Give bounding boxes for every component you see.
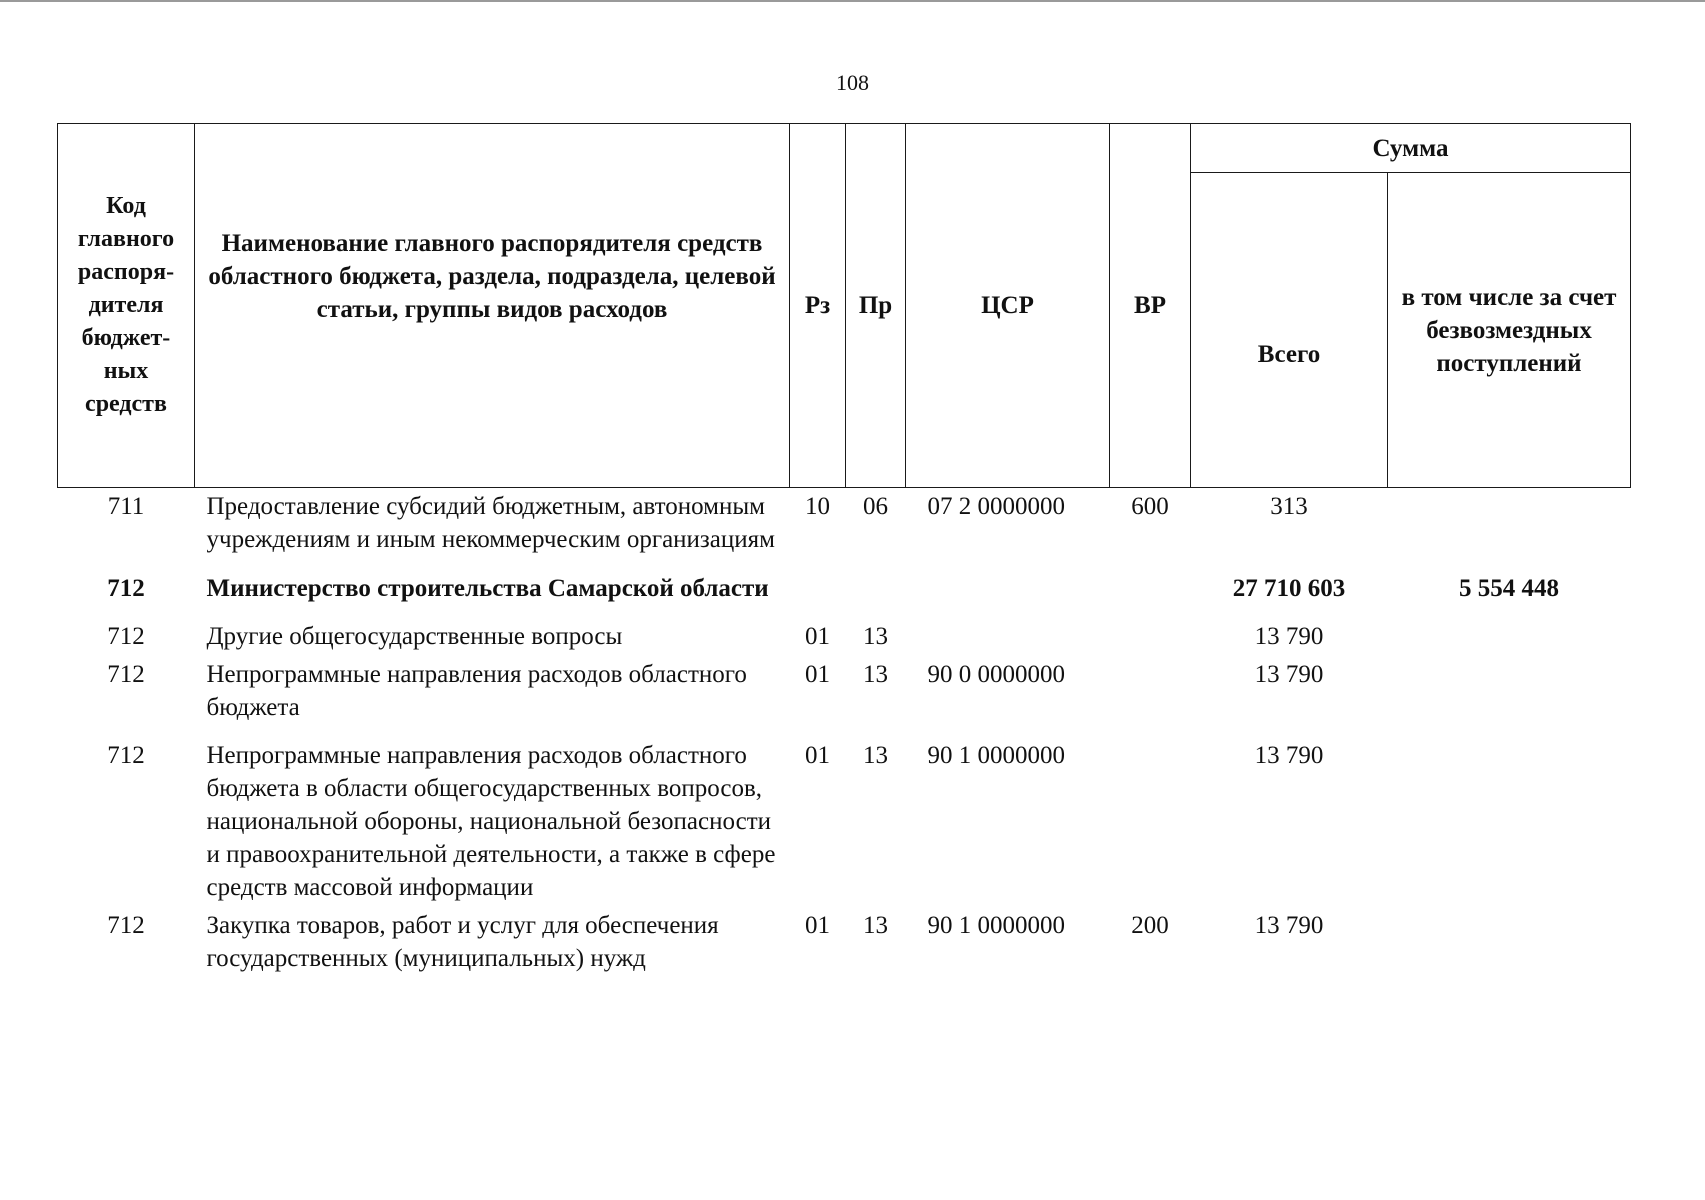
cell-code: 712 (107, 623, 145, 650)
cell-total: 13 790 (1254, 742, 1324, 769)
header-sum: Сумма (1191, 124, 1631, 173)
cell-rz: 01 (805, 623, 830, 650)
cell-total: 13 790 (1254, 623, 1324, 650)
table-row (58, 488, 1631, 571)
cell-code: 712 (107, 661, 145, 688)
cell-pr: 06 (863, 493, 888, 520)
cell-total: 313 (1270, 493, 1308, 520)
cell-csr: 90 1 0000000 (927, 742, 1065, 769)
cell-free (1388, 729, 1631, 909)
table-body (58, 488, 1631, 981)
header-code: Код главного распоря-дителя бюджет-ных средств (58, 124, 195, 488)
table-row (58, 610, 1631, 658)
cell-pr: 13 (863, 742, 888, 769)
budget-table (57, 123, 1631, 980)
cell-csr (906, 610, 1110, 658)
header-free: в том числе за счет безвозмездных поступлений (1388, 173, 1631, 488)
header-csr: ЦСР (906, 124, 1110, 488)
cell-pr: 13 (863, 912, 888, 939)
cell-free: 5 554 448 (1459, 575, 1559, 602)
top-border-line (0, 0, 1705, 2)
cell-free (1388, 610, 1631, 658)
cell-pr: 13 (863, 623, 888, 650)
table-row (58, 658, 1631, 729)
cell-rz: 01 (805, 742, 830, 769)
cell-vr (1110, 729, 1191, 909)
cell-code: 712 (107, 912, 145, 939)
cell-name: Предоставление субсидий бюджетным, автономным учреждениям и иным некоммерческим организациям (206, 493, 775, 553)
cell-free (1388, 658, 1631, 729)
cell-free (1388, 488, 1631, 571)
table-row (58, 909, 1631, 980)
cell-pr: 13 (863, 661, 888, 688)
cell-rz: 10 (805, 493, 830, 520)
table-row (58, 729, 1631, 909)
cell-vr: 600 (1131, 493, 1169, 520)
cell-total: 13 790 (1254, 661, 1324, 688)
cell-code: 712 (107, 742, 145, 769)
cell-name: Непрограммные направления расходов областного бюджета (206, 661, 747, 721)
cell-csr: 90 1 0000000 (927, 912, 1065, 939)
header-rz: Рз (790, 124, 846, 488)
table-header (58, 124, 1631, 488)
cell-free (1388, 909, 1631, 980)
cell-name: Другие общегосударственные вопросы (206, 623, 623, 650)
cell-name: Закупка товаров, работ и услуг для обеспечения государственных (муниципальных) нужд (206, 912, 719, 972)
cell-vr (1110, 658, 1191, 729)
cell-code: 711 (107, 493, 145, 520)
cell-rz: 01 (805, 912, 830, 939)
header-name: Наименование главного распорядителя средств областного бюджета, раздела, подраздела, целевой статьи, группы видов расходов (195, 124, 790, 488)
cell-pr (846, 570, 906, 610)
cell-total: 27 710 603 (1232, 575, 1346, 602)
header-pr: Пр (846, 124, 906, 488)
cell-vr (1110, 610, 1191, 658)
header-total: Всего (1191, 173, 1388, 488)
cell-rz: 01 (805, 661, 830, 688)
cell-total: 13 790 (1254, 912, 1324, 939)
cell-vr: 200 (1131, 912, 1169, 939)
cell-vr (1110, 570, 1191, 610)
table-row (58, 570, 1631, 610)
cell-csr: 90 0 0000000 (927, 661, 1065, 688)
cell-csr: 07 2 0000000 (927, 493, 1065, 520)
cell-code: 712 (107, 575, 145, 602)
page-number: 108 (836, 70, 869, 95)
cell-name: Министерство строительства Самарской области (206, 575, 769, 602)
cell-name: Непрограммные направления расходов областного бюджета в области общегосударственных вопросов, национальной обороны, национальной безопасности и правоохранительной деятельности, а также в сфере средств массовой информации (206, 742, 776, 901)
cell-rz (790, 570, 846, 610)
cell-csr (906, 570, 1110, 610)
header-vr: ВР (1110, 124, 1191, 488)
